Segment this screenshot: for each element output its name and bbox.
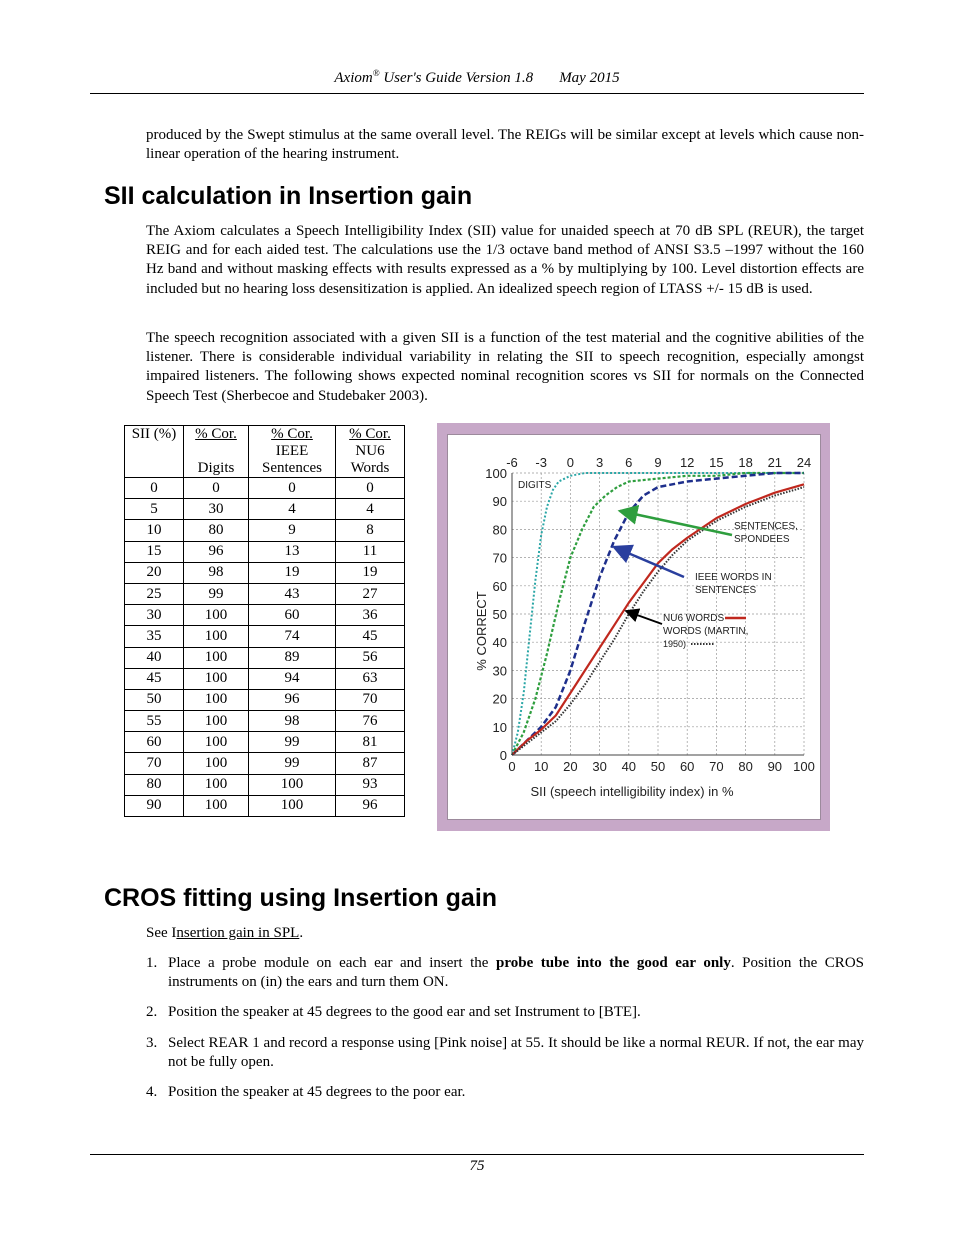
y-tick-label: 0	[499, 748, 507, 763]
table-cell: 100	[184, 795, 249, 816]
table-cell: 50	[125, 689, 184, 710]
y-axis-label: % CORRECT	[474, 591, 489, 671]
annotation-nu6-2: WORDS (MARTIN,	[663, 626, 749, 637]
table-cell: 0	[125, 478, 184, 499]
y-tick-label: 80	[492, 522, 507, 538]
step-item: 1. Place a probe module on each ear and insert the probe tube into the good ear only. Position the CROS instruments on (in) the ears and turn them ON.	[146, 955, 864, 991]
page-header	[90, 68, 864, 87]
x-axis-label: SII (speech intelligibility index) in %	[530, 784, 734, 799]
table-row	[125, 732, 405, 753]
table-cell: 35	[125, 626, 184, 647]
table-cell: 10	[125, 520, 184, 541]
y-tick-label: 90	[492, 494, 507, 510]
x-tick-label: 60	[679, 759, 695, 774]
table-cell: 20	[125, 562, 184, 583]
x-tick-label: 70	[709, 759, 724, 774]
annotation-digits: DIGITS	[518, 480, 552, 491]
table-cell: 56	[336, 647, 405, 668]
step-item: 2. Position the speaker at 45 degrees to the good ear and set Instrument to [BTE].	[146, 1004, 641, 1021]
table-cell: 87	[336, 753, 405, 774]
table-cell: 27	[336, 583, 405, 604]
section-title-cros: CROS fitting using Insertion gain	[104, 884, 498, 912]
table-row	[125, 647, 405, 668]
table-cell: 0	[249, 478, 336, 499]
table-row	[125, 520, 405, 541]
top-tick-label: 21	[767, 455, 783, 470]
sii-chart-frame	[437, 423, 830, 831]
table-cell: 81	[336, 732, 405, 753]
x-tick-label: 30	[592, 759, 607, 774]
table-row	[125, 499, 405, 520]
table-row	[125, 689, 405, 710]
cros-steps	[146, 954, 864, 1113]
table-cell: 11	[336, 541, 405, 562]
table-cell: 96	[336, 795, 405, 816]
table-cell: 96	[184, 541, 249, 562]
sii-chart	[448, 435, 820, 819]
table-cell: 8	[336, 520, 405, 541]
col-header-ieee: % Cor. IEEE Sentences	[249, 426, 336, 478]
x-tick-label: 20	[563, 759, 578, 774]
chart-ticks	[485, 455, 815, 774]
y-tick-label: 10	[492, 719, 507, 735]
arrow-sentences	[620, 511, 732, 535]
table-cell: 43	[249, 583, 336, 604]
table-cell: 19	[249, 562, 336, 583]
table-cell: 13	[249, 541, 336, 562]
table-cell: 100	[184, 711, 249, 732]
table-cell: 45	[336, 626, 405, 647]
step-item: 3. Select REAR 1 and record a response using [Pink noise] at 55. It should be like a normal REUR. If not, the ear may not be fully open.	[146, 1034, 864, 1070]
table-cell: 30	[184, 499, 249, 520]
table-cell: 80	[125, 774, 184, 795]
chart-grid	[512, 473, 804, 755]
top-tick-label: 3	[595, 455, 604, 470]
table-row	[125, 626, 405, 647]
y-tick-label: 50	[492, 607, 507, 622]
y-tick-label: 20	[492, 691, 507, 707]
header-rule	[90, 93, 864, 94]
arrow-nu6	[626, 611, 662, 624]
top-tick-label: -3	[535, 455, 547, 470]
table-cell: 99	[184, 583, 249, 604]
y-tick-label: 70	[492, 550, 507, 566]
table-cell: 45	[125, 668, 184, 689]
top-tick-label: 12	[679, 455, 695, 470]
x-tick-label: 80	[738, 759, 753, 774]
annotation-nu6-1: NU6 WORDS	[663, 613, 725, 624]
header-date: May 2015	[559, 70, 620, 86]
sii-table-body	[125, 478, 405, 817]
table-cell: 0	[336, 478, 405, 499]
step-item: 4. Position the speaker at 45 degrees to the poor ear.	[146, 1084, 466, 1101]
table-cell: 15	[125, 541, 184, 562]
y-tick-label: 30	[492, 663, 507, 679]
x-tick-label: 40	[621, 759, 637, 774]
top-tick-label: 0	[566, 455, 575, 470]
x-tick-label: 100	[793, 759, 815, 774]
x-tick-label: 50	[650, 759, 666, 774]
table-cell: 98	[184, 562, 249, 583]
table-cell: 100	[184, 753, 249, 774]
annotation-ieee-2: SENTENCES	[695, 585, 757, 596]
top-tick-label: 6	[625, 455, 633, 470]
table-cell: 30	[125, 605, 184, 626]
table-cell: 70	[336, 689, 405, 710]
table-cell: 60	[249, 605, 336, 626]
table-cell: 99	[249, 753, 336, 774]
table-cell: 40	[125, 647, 184, 668]
table-row	[125, 795, 405, 816]
annotation-nu6-3: 1950)	[663, 639, 687, 649]
page-number: 75	[469, 1158, 485, 1174]
top-tick-label: -6	[506, 455, 518, 470]
table-cell: 100	[184, 668, 249, 689]
intro-paragraph: produced by the Swept stimulus at the same overall level. The REIGs will be similar except at levels which cause non-linear operation of the hearing instrument.	[146, 127, 864, 163]
table-cell: 0	[184, 478, 249, 499]
see-also: See Insertion gain in SPL.	[146, 925, 304, 941]
table-cell: 63	[336, 668, 405, 689]
annotation-ieee-1: IEEE WORDS IN	[695, 572, 772, 583]
table-cell: 90	[125, 795, 184, 816]
insertion-gain-link[interactable]: nsertion gain in SPL	[176, 925, 300, 941]
x-tick-label: 90	[767, 759, 783, 774]
table-cell: 100	[184, 774, 249, 795]
table-cell: 4	[336, 499, 405, 520]
table-cell: 60	[125, 732, 184, 753]
table-cell: 36	[336, 605, 405, 626]
table-cell: 19	[336, 562, 405, 583]
table-row	[125, 605, 405, 626]
table-cell: 80	[184, 520, 249, 541]
top-tick-label: 9	[654, 455, 662, 470]
arrow-ieee	[614, 547, 684, 577]
top-tick-label: 15	[709, 455, 724, 470]
table-cell: 55	[125, 711, 184, 732]
sii-chart-panel	[447, 434, 821, 820]
table-row	[125, 668, 405, 689]
table-cell: 100	[184, 605, 249, 626]
table-cell: 100	[184, 732, 249, 753]
header-title: Axiom	[334, 70, 373, 86]
footer-rule	[90, 1154, 864, 1155]
y-tick-label: 40	[492, 635, 507, 651]
annotation-sentences-2: SPONDEES	[734, 534, 790, 545]
x-tick-label: 10	[533, 759, 549, 774]
table-cell: 9	[249, 520, 336, 541]
table-cell: 4	[249, 499, 336, 520]
table-row	[125, 753, 405, 774]
table-cell: 100	[184, 647, 249, 668]
sii-paragraph-2: The speech recognition associated with a given SII is a function of the test material and the cognitive abilities of the listener. There is considerable individual variability in relating the SII to speech recognition, especially amongst impaired listeners. The following shows expected nominal recognition scores vs SII for normals on the Connected Speech Test (Sherbecoe and Studebaker 2003).	[146, 330, 864, 404]
header-rest: User's Guide Version 1.8	[379, 70, 534, 86]
sii-table	[124, 425, 405, 817]
table-cell: 99	[249, 732, 336, 753]
x-tick-label: 0	[508, 759, 516, 774]
top-tick-label: 24	[796, 455, 812, 470]
table-cell: 96	[249, 689, 336, 710]
top-tick-label: 18	[738, 455, 753, 470]
table-cell: 89	[249, 647, 336, 668]
annotation-sentences-1: SENTENCES,	[734, 521, 798, 532]
col-header-sii: SII (%)	[125, 426, 184, 478]
table-row	[125, 562, 405, 583]
y-tick-label: 100	[485, 466, 507, 481]
header-reg: ®	[372, 68, 380, 78]
table-cell: 74	[249, 626, 336, 647]
table-cell: 94	[249, 668, 336, 689]
table-row	[125, 583, 405, 604]
table-cell: 76	[336, 711, 405, 732]
table-row	[125, 478, 405, 499]
y-tick-label: 60	[492, 578, 507, 594]
section-title-sii: SII calculation in Insertion gain	[104, 182, 473, 210]
table-cell: 100	[249, 795, 336, 816]
table-cell: 100	[184, 689, 249, 710]
col-header-digits: % Cor. Digits	[184, 426, 249, 478]
table-cell: 100	[184, 626, 249, 647]
table-cell: 100	[249, 774, 336, 795]
sii-paragraph-1: The Axiom calculates a Speech Intelligibility Index (SII) value for unaided speech at 70 dB SPL (REUR), the target REIG and for each aided test. The calculations use the 1/3 octave band method of ANSI S3.5 –1997 without the 160 Hz band and without masking effects with results expressed as a % by multiplying by 100. Level distortion effects are included but no hearing loss desensitization is applied. An idealized speech region of LTASS +/- 15 dB is used.	[146, 223, 864, 297]
table-row	[125, 541, 405, 562]
table-row	[125, 711, 405, 732]
table-row	[125, 774, 405, 795]
table-cell: 93	[336, 774, 405, 795]
table-cell: 25	[125, 583, 184, 604]
table-cell: 5	[125, 499, 184, 520]
col-header-nu6: % Cor. NU6 Words	[336, 426, 405, 478]
table-cell: 70	[125, 753, 184, 774]
table-cell: 98	[249, 711, 336, 732]
